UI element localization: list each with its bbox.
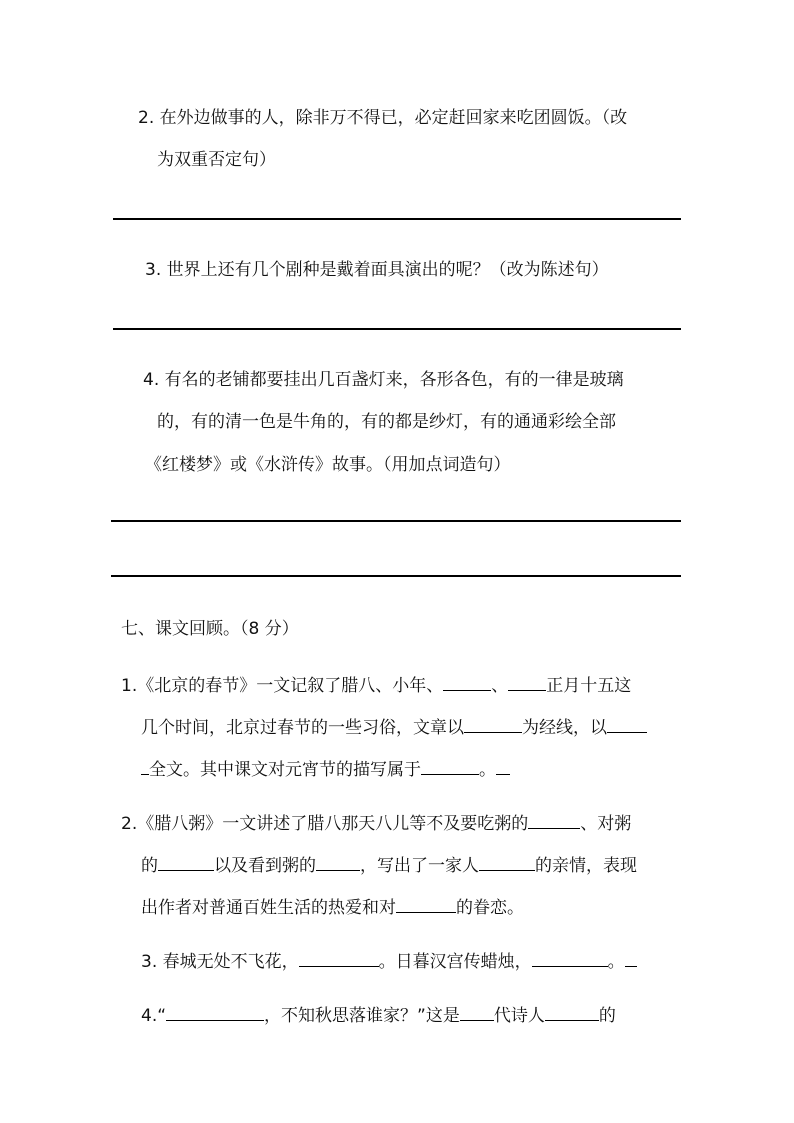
text: ，不知秋思落谁家？”这是 <box>264 1006 460 1026</box>
text: 代诗人 <box>493 1006 545 1026</box>
answer-line-q2 <box>113 218 681 220</box>
text: 、 <box>491 676 509 696</box>
s7-item1-line-1 <box>121 672 631 698</box>
fill-blank[interactable] <box>532 948 608 967</box>
text: ，写出了一家人 <box>360 856 479 876</box>
fill-blank[interactable] <box>299 948 379 967</box>
s7-item4-line <box>141 1002 616 1028</box>
answer-line-q4-b <box>111 575 681 577</box>
fill-blank[interactable] <box>545 1002 599 1021</box>
s7-item2-line-2 <box>141 852 637 878</box>
text: 2.《腊八粥》一文讲述了腊八那天八儿等不及要吃粥的 <box>121 814 529 834</box>
fill-blank[interactable] <box>396 894 456 913</box>
text: 、对粥 <box>580 814 632 834</box>
s7-item3-line <box>141 948 637 974</box>
text: 。 <box>607 952 625 972</box>
text: 以及看到粥的 <box>214 856 316 876</box>
q2-line-2: 为双重否定句） <box>157 150 276 170</box>
text: 1.《北京的春节》一文记叙了腊八、小年、 <box>121 676 444 696</box>
text: 的 <box>598 1006 616 1026</box>
fill-blank[interactable] <box>421 756 479 775</box>
fill-blank[interactable] <box>464 714 522 733</box>
text: 正月十五这 <box>546 676 632 696</box>
fill-blank[interactable] <box>460 1002 494 1021</box>
q4-line-2: 的，有的清一色是牛角的，有的都是纱灯，有的通通彩绘全部 <box>157 412 616 432</box>
text: 的眷恋。 <box>456 898 524 918</box>
fill-blank[interactable] <box>316 852 360 871</box>
s7-item1-line-3 <box>141 756 510 782</box>
text: 几个时间，北京过春节的一些习俗，文章以 <box>141 718 464 738</box>
q4-line-1: 4. 有名的老铺都要挂出几百盏灯来，各形各色，有的一律是玻璃 <box>143 370 624 390</box>
text: 4.“ <box>141 1006 167 1026</box>
fill-blank[interactable] <box>166 1002 264 1021</box>
fill-blank[interactable] <box>528 810 580 829</box>
q2-line-1: 2. 在外边做事的人，除非万不得已，必定赶回家来吃团圆饭。（改 <box>138 108 628 128</box>
fill-blank[interactable] <box>607 714 647 733</box>
answer-line-q3 <box>113 328 681 330</box>
fill-blank[interactable] <box>508 672 546 691</box>
q4-line-3: 《红楼梦》或《水浒传》故事。（用加点词造句） <box>145 455 511 475</box>
text: 的亲情，表现 <box>535 856 637 876</box>
q3-line-1: 3. 世界上还有几个剧种是戴着面具演出的呢？（改为陈述句） <box>145 260 609 280</box>
text: 3. 春城无处不飞花， <box>141 952 299 972</box>
fill-blank[interactable] <box>625 948 637 967</box>
fill-blank[interactable] <box>141 756 149 775</box>
s7-item2-line-3 <box>141 894 524 920</box>
text: 的 <box>141 856 158 876</box>
fill-blank[interactable] <box>496 756 510 775</box>
section-7-title: 七、课文回顾。（8 分） <box>121 619 299 639</box>
text: 出作者对普通百姓生活的热爱和对 <box>141 898 396 918</box>
s7-item2-line-1 <box>121 810 631 836</box>
text: 。 <box>479 760 496 780</box>
text: 。日暮汉宫传蜡烛， <box>378 952 532 972</box>
text: 全文。其中课文对元宵节的描写属于 <box>149 760 421 780</box>
answer-line-q4-a <box>111 520 681 522</box>
text: 为经线，以 <box>522 718 607 738</box>
fill-blank[interactable] <box>479 852 535 871</box>
fill-blank[interactable] <box>443 672 491 691</box>
s7-item1-line-2 <box>141 714 647 740</box>
fill-blank[interactable] <box>158 852 214 871</box>
